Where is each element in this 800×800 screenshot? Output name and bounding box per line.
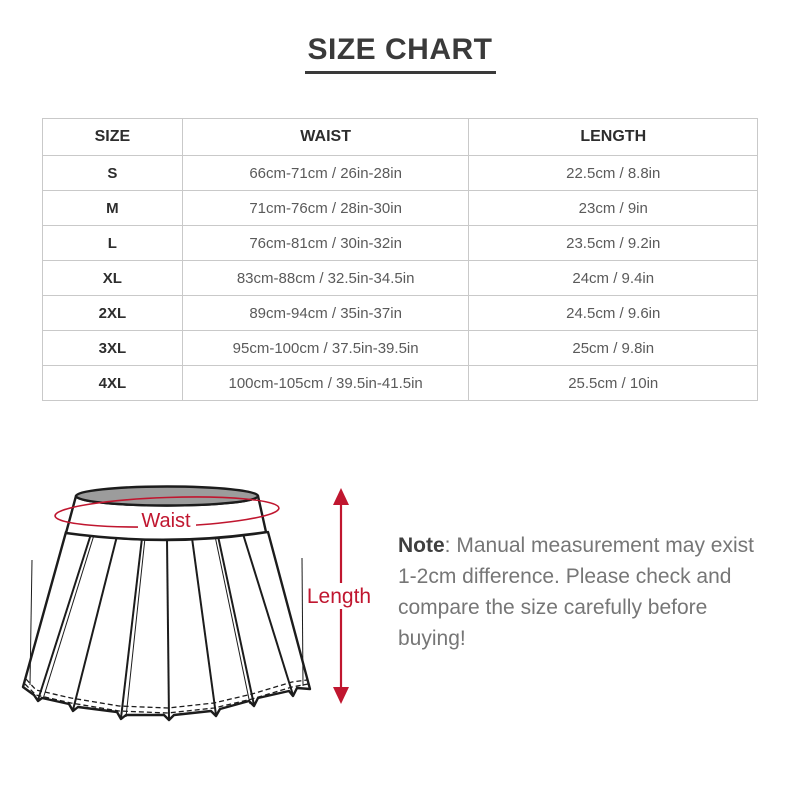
waist-cell: 76cm-81cm / 30in-32in [182, 226, 469, 261]
table-row [43, 226, 758, 261]
table-row [43, 191, 758, 226]
size-cell: M [43, 191, 183, 226]
page-title: SIZE CHART [305, 33, 496, 74]
arrow-head-up-icon [333, 488, 349, 505]
length-cell: 25cm / 9.8in [469, 331, 758, 366]
size-cell: 4XL [43, 366, 183, 401]
page-title-wrap [0, 33, 800, 74]
size-cell: XL [43, 261, 183, 296]
header-waist: WAIST [182, 119, 469, 156]
table-row [43, 366, 758, 401]
length-cell: 24.5cm / 9.6in [469, 296, 758, 331]
length-cell: 22.5cm / 8.8in [469, 156, 758, 191]
size-table [42, 118, 758, 401]
size-cell: S [43, 156, 183, 191]
length-cell: 24cm / 9.4in [469, 261, 758, 296]
waist-label: Waist [141, 510, 191, 532]
note-prefix: Note [398, 534, 445, 557]
header-size: SIZE [43, 119, 183, 156]
note-text [398, 530, 772, 654]
waist-cell: 66cm-71cm / 26in-28in [182, 156, 469, 191]
length-cell: 23.5cm / 9.2in [469, 226, 758, 261]
table-header-row [43, 119, 758, 156]
waist-cell: 71cm-76cm / 28in-30in [182, 191, 469, 226]
table-row [43, 261, 758, 296]
table-row [43, 156, 758, 191]
note-body: : Manual measurement may exist 1-2cm difference. Please check and compare the size carefully before buying! [398, 534, 754, 650]
waist-cell: 95cm-100cm / 37.5in-39.5in [182, 331, 469, 366]
arrow-head-down-icon [333, 687, 349, 704]
length-cell: 23cm / 9in [469, 191, 758, 226]
size-cell: 3XL [43, 331, 183, 366]
length-cell: 25.5cm / 10in [469, 366, 758, 401]
table-row [43, 331, 758, 366]
table-row [43, 296, 758, 331]
size-cell: L [43, 226, 183, 261]
size-cell: 2XL [43, 296, 183, 331]
length-label: Length [306, 585, 372, 608]
waist-cell: 89cm-94cm / 35in-37in [182, 296, 469, 331]
waist-cell: 83cm-88cm / 32.5in-34.5in [182, 261, 469, 296]
length-arrow [280, 487, 400, 705]
waist-cell: 100cm-105cm / 39.5in-41.5in [182, 366, 469, 401]
header-length: LENGTH [469, 119, 758, 156]
